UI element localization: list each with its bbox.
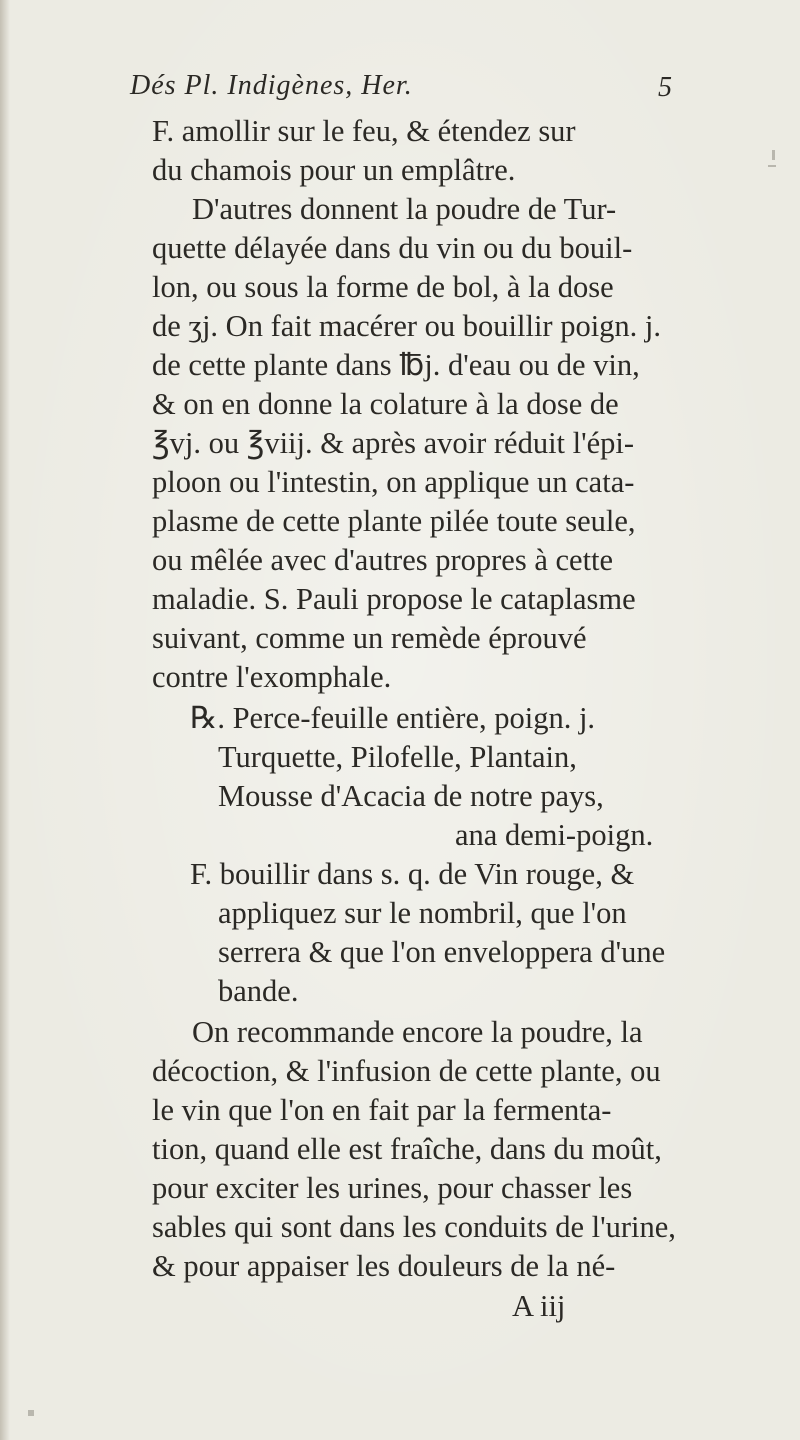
recipe-line: bande.	[218, 974, 299, 1008]
text-line: contre l'exomphale.	[152, 660, 392, 694]
text-line: ou mêlée avec d'autres propres à cette	[152, 543, 614, 577]
recipe-line: Mousse d'Acacia de notre pays,	[218, 779, 604, 813]
text-line: le vin que l'on en fait par la fermenta-	[152, 1093, 612, 1127]
recipe-line: ana demi-poign.	[455, 818, 654, 852]
text-line: lon, ou sous la forme de bol, à la dose	[152, 270, 614, 304]
text-line: de ʒj. On fait macérer ou bouillir poign. j.	[152, 309, 662, 343]
signature-mark: A iij	[512, 1289, 566, 1323]
recipe-line: Turquette, Pilofelle, Plantain,	[218, 740, 577, 774]
text-line: quette délayée dans du vin ou du bouil-	[152, 231, 633, 265]
text-line: & pour appaiser les douleurs de la né-	[152, 1249, 616, 1283]
text-line: tion, quand elle est fraîche, dans du moût,	[152, 1132, 662, 1166]
recipe-line: serrera & que l'on enveloppera d'une	[218, 935, 666, 969]
text-line: On recommande encore la poudre, la	[192, 1015, 643, 1049]
text-line: ploon ou l'intestin, on applique un cata-	[152, 465, 635, 499]
text-line: & on en donne la colature à la dose de	[152, 387, 619, 421]
text-line: plasme de cette plante pilée toute seule,	[152, 504, 636, 538]
text-line: de cette plante dans ℔j. d'eau ou de vin,	[152, 348, 640, 382]
text-line: sables qui sont dans les conduits de l'urine,	[152, 1210, 676, 1244]
paper-speck	[28, 1410, 34, 1416]
paper-speck	[772, 150, 775, 160]
running-title: Dés Pl. Indigènes, Her.	[130, 70, 413, 101]
recipe-line: F. bouillir dans s. q. de Vin rouge, &	[190, 857, 635, 891]
text-line: D'autres donnent la poudre de Tur-	[192, 192, 617, 226]
recipe-line: appliquez sur le nombril, que l'on	[218, 896, 627, 930]
text-line: maladie. S. Pauli propose le cataplasme	[152, 582, 636, 616]
page-number: 5	[658, 72, 673, 103]
recipe-line: ℞. Perce-feuille entière, poign. j.	[190, 701, 596, 735]
text-line: suivant, comme un remède éprouvé	[152, 621, 587, 655]
text-line: du chamois pour un emplâtre.	[152, 153, 516, 187]
text-line: F. amollir sur le feu, & étendez sur	[152, 114, 576, 148]
paper-speck	[768, 165, 776, 167]
text-line: pour exciter les urines, pour chasser les	[152, 1171, 633, 1205]
page-edge-shadow	[0, 0, 10, 1440]
running-header	[130, 70, 690, 110]
text-line: décoction, & l'infusion de cette plante, ou	[152, 1054, 661, 1088]
text-line: ℥vj. ou ℥viij. & après avoir réduit l'épi-	[152, 426, 635, 460]
